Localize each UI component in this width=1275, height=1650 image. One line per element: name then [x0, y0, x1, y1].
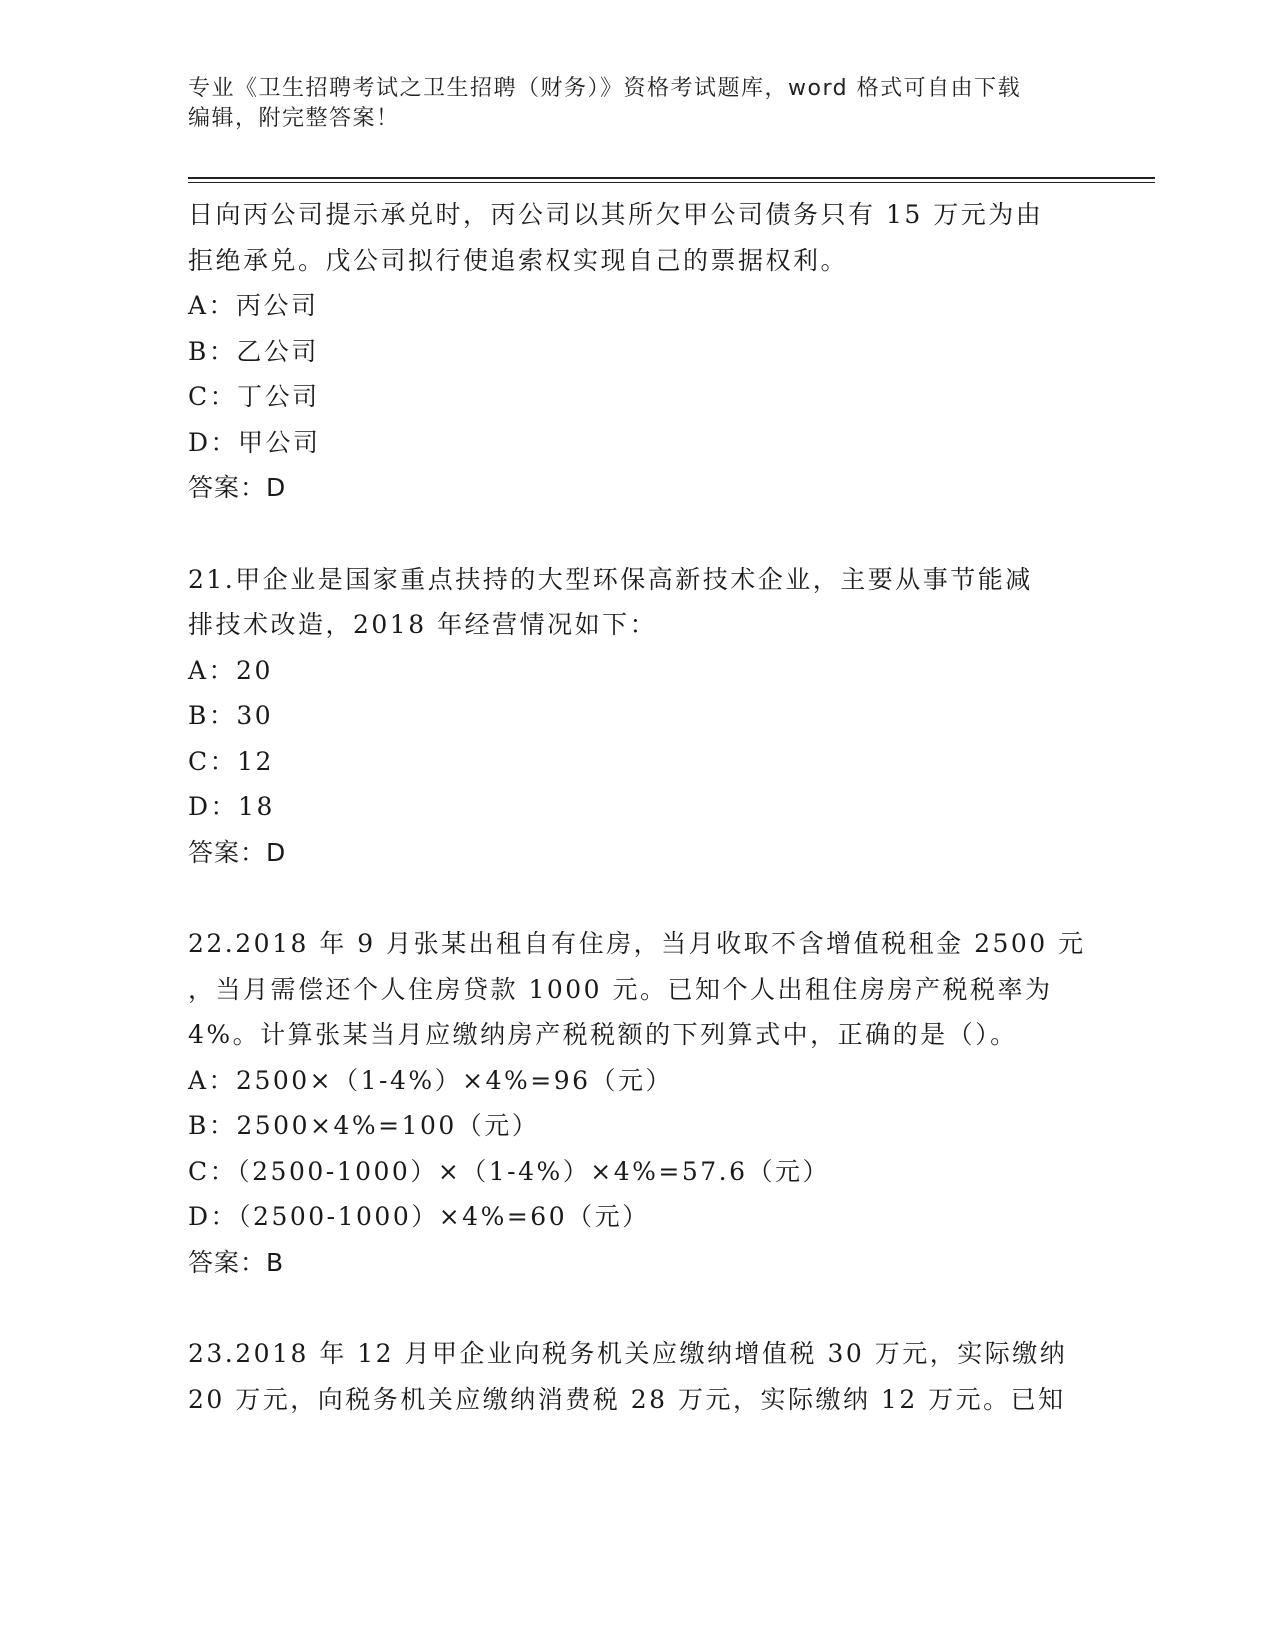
header-line: 专业《卫生招聘考试之卫生招聘（财务）》资格考试题库，word 格式可自由下载	[188, 76, 1022, 101]
answer-label: 答案：D	[188, 473, 287, 502]
option-d: D：18	[188, 792, 275, 821]
option-c: C：12	[188, 746, 274, 776]
answer-label: 答案：D	[188, 837, 287, 867]
header-divider	[188, 177, 1155, 183]
header-line: 编辑，附完整答案！	[188, 106, 400, 131]
option-b: B：30	[188, 701, 274, 730]
page-header	[188, 74, 1088, 134]
question-text-line: 日向丙公司提示承兑时，丙公司以其所欠甲公司债务只有 15 万元为由	[188, 200, 1044, 229]
question-text-line: 4%。计算张某当月应缴纳房产税税额的下列算式中，正确的是（）。	[188, 1020, 1018, 1049]
spacer	[188, 1285, 1088, 1331]
option-d: D：甲公司	[188, 427, 321, 457]
option-d: D：（2500-1000）×4%=60（元）	[188, 1202, 650, 1231]
question-text-line: 20 万元，向税务机关应缴纳消费税 28 万元，实际缴纳 12 万元。已知	[188, 1384, 1066, 1414]
spacer	[188, 875, 1088, 921]
answer-label: 答案：B	[188, 1247, 285, 1277]
document-body	[188, 192, 1088, 1422]
question-23	[188, 1331, 1088, 1422]
question-21	[188, 557, 1088, 876]
option-b: B：乙公司	[188, 336, 319, 366]
option-b: B：2500×4%=100（元）	[188, 1111, 540, 1140]
option-a: A：2500×（1-4%）×4%=96（元）	[188, 1065, 674, 1095]
question-text-line: 22.2018 年 9 月张某出租自有住房，当月收取不含增值税租金 2500 元	[188, 929, 1086, 958]
option-c: C：（2500-1000）×（1-4%）×4%=57.6（元）	[188, 1156, 831, 1186]
question-text-line: ，当月需偿还个人住房贷款 1000 元。已知个人出租住房房产税税率为	[188, 974, 1053, 1004]
option-a: A：丙公司	[188, 291, 319, 320]
question-text-line: 23.2018 年 12 月甲企业向税务机关应缴纳增值税 30 万元，实际缴纳	[188, 1339, 1068, 1368]
question-20	[188, 192, 1088, 511]
question-text-line: 21.甲企业是国家重点扶持的大型环保高新技术企业，主要从事节能减	[188, 564, 1033, 594]
option-c: C：丁公司	[188, 382, 320, 411]
question-22	[188, 921, 1088, 1285]
question-text-line: 排技术改造，2018 年经营情况如下：	[188, 610, 658, 639]
option-a: A：20	[188, 655, 273, 685]
question-text-line: 拒绝承兑。戊公司拟行使追索权实现自己的票据权利。	[188, 245, 849, 275]
spacer	[188, 511, 1088, 557]
